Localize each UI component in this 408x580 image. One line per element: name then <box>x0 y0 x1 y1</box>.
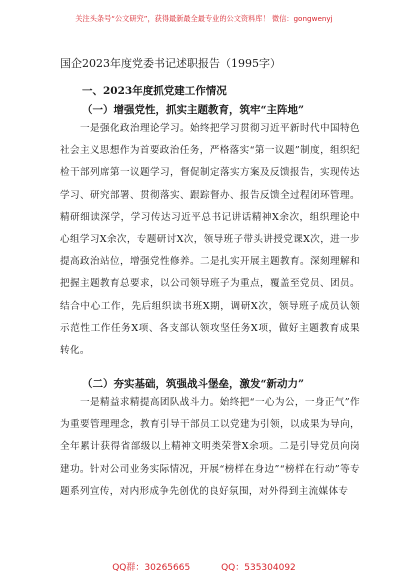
footer-qq: QQ：535304092 <box>221 563 296 573</box>
footer-contact <box>0 560 408 573</box>
subsection-heading-1: （一）增强党性，抓实主题教育，筑牢“主阵地” <box>82 104 305 116</box>
section-heading: 一、2023年度抓党建工作情况 <box>82 85 227 97</box>
promo-banner: 关注头条号“公文研究”，获得最新最全最专业的公文资料库！ 微信：gongwenyj <box>75 14 333 23</box>
document-title: 国企2023年度党委书记述职报告（1995字） <box>60 57 281 70</box>
subsection-heading-2: （二）夯实基础，筑强战斗堡垒，激发“新动力” <box>82 378 305 390</box>
footer-qq-group: QQ群：30265665 <box>112 563 191 573</box>
paragraph-2: 一是精益求精提高团队战斗力。始终把“一心为公，一身正气”作为重要管理理念，教育引导干部员工以党建为引领，以成果为导向，全年累计获得省部级以上精神文明类荣誉X余项。二是引导党员向岗建功。针对公司业务实际情况，开展“榜样在身边”“榜样在行动”等专题系列宣传，对内形成争先创优的良好氛围，对外得到主流媒体专 <box>60 397 360 497</box>
paragraph-1: 一是强化政治理论学习。始终把学习贯彻习近平新时代中国特色社会主义思想作为首要政治任务，严格落实“第一议题”制度，组织纪检干部列席第一议题学习，督促制定落实方案及反馈报告，实现传达学习、研究部署、贯彻落实、跟踪督办、报告反馈全过程闭环管理。精研细读深学，学习传达习近平总书记讲话精神X余次，组织理论中心组学习X余次，专题研讨X次，领导班子带头讲授党课X次，进一步提高政治站位，增强党性修养。二是扎实开展主题教育。深刻理解和把握主题教育总要求，以公司领导班子为重点，覆盖至党员、团员。结合中心工作，先后组织读书班X期，调研X次，领导班子成员认领示范性工作任务X项、各支部认领攻坚任务X项，做好主题教育成果转化。 <box>60 123 360 357</box>
